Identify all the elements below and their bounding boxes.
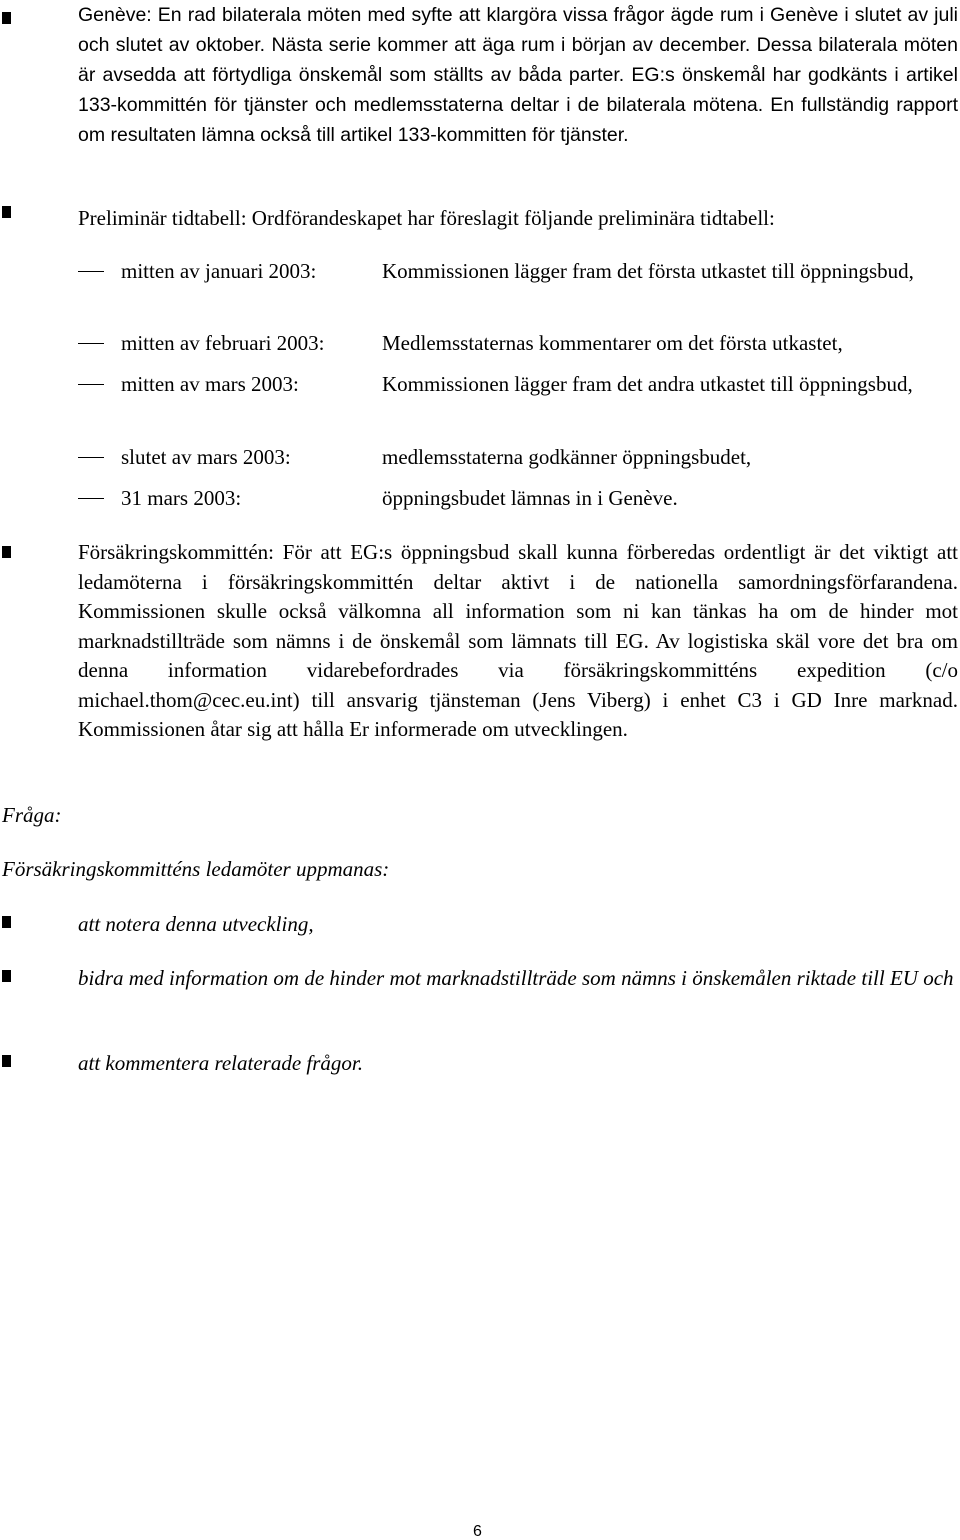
schedule-date: mitten av januari 2003: [121, 259, 317, 283]
paragraph-preliminar: Preliminär tidtabell: Ordförandeskapet har föreslagit följande preliminära tidtabell: [78, 206, 775, 230]
bullet-marker [2, 546, 11, 558]
question-item: bidra med information om de hinder mot marknadstillträde som nämns i önskemålen riktade till EU och [78, 966, 954, 990]
schedule-date: slutet av mars 2003: [121, 445, 291, 469]
bullet-marker [2, 12, 11, 24]
question-label: Fråga: [2, 803, 62, 827]
dash-marker [78, 384, 104, 385]
question-item: att notera denna utveckling, [78, 912, 314, 936]
schedule-event: öppningsbudet lämnas in i Genève. [382, 486, 678, 510]
bullet-marker [2, 1055, 11, 1067]
schedule-date: 31 mars 2003: [121, 486, 242, 510]
schedule-event: Kommissionen lägger fram det första utkastet till öppningsbud, [382, 259, 914, 283]
schedule-event: Medlemsstaternas kommentarer om det första utkastet, [382, 331, 843, 355]
bullet-marker [2, 916, 11, 928]
question-item: att kommentera relaterade frågor. [78, 1051, 364, 1075]
schedule-event: medlemsstaterna godkänner öppningsbudet, [382, 445, 752, 469]
dash-marker [78, 343, 104, 344]
paragraph-forsakring: Försäkringskommittén: För att EG:s öppningsbud skall kunna förberedas ordentligt är det viktigt att ledamöterna i försäkringskommittén deltar aktivt i de nationella samordningsförfarandena. Kommissionen skulle också välkomna all information som ni kan tänkas ha om de hinder mot marknadstillträde som nämns i de önskemål som lämnats till EG. Av logistiska skäl vore det bra om denna information vidarebefordrades via försäkringskommitténs expedition (c/o michael.thom@cec.eu.int) till ansvarig tjänsteman (Jens Viberg) i enhet C3 i GD Inre marknad. Kommissionen åtar sig att hålla Er informerade om utvecklingen. [78, 540, 958, 741]
dash-marker [78, 271, 104, 272]
schedule-event: Kommissionen lägger fram det andra utkastet till öppningsbud, [382, 372, 913, 396]
bullet-marker [2, 970, 11, 982]
dash-marker [78, 457, 104, 458]
paragraph-geneve: Genève: En rad bilaterala möten med syfte att klargöra vissa frågor ägde rum i Genève i slutet av juli och slutet av oktober. Nästa serie kommer att äga rum i början av december. Dessa bilaterala möten är avsedda att förtydliga önskemål som ställts av båda parter. EG:s önskemål har godkänts i artikel 133-kommittén för tjänster och medlemsstaterna deltar i de bilaterala mötena. En fullständig rapport om resultaten lämna också till artikel 133-kommitten för tjänster. [78, 4, 958, 146]
page-number: 6 [473, 1523, 482, 1540]
schedule-date: mitten av mars 2003: [121, 372, 299, 396]
dash-marker [78, 498, 104, 499]
question-intro: Försäkringskommitténs ledamöter uppmanas: [2, 857, 390, 881]
bullet-marker [2, 206, 11, 218]
schedule-date: mitten av februari 2003: [121, 331, 325, 355]
